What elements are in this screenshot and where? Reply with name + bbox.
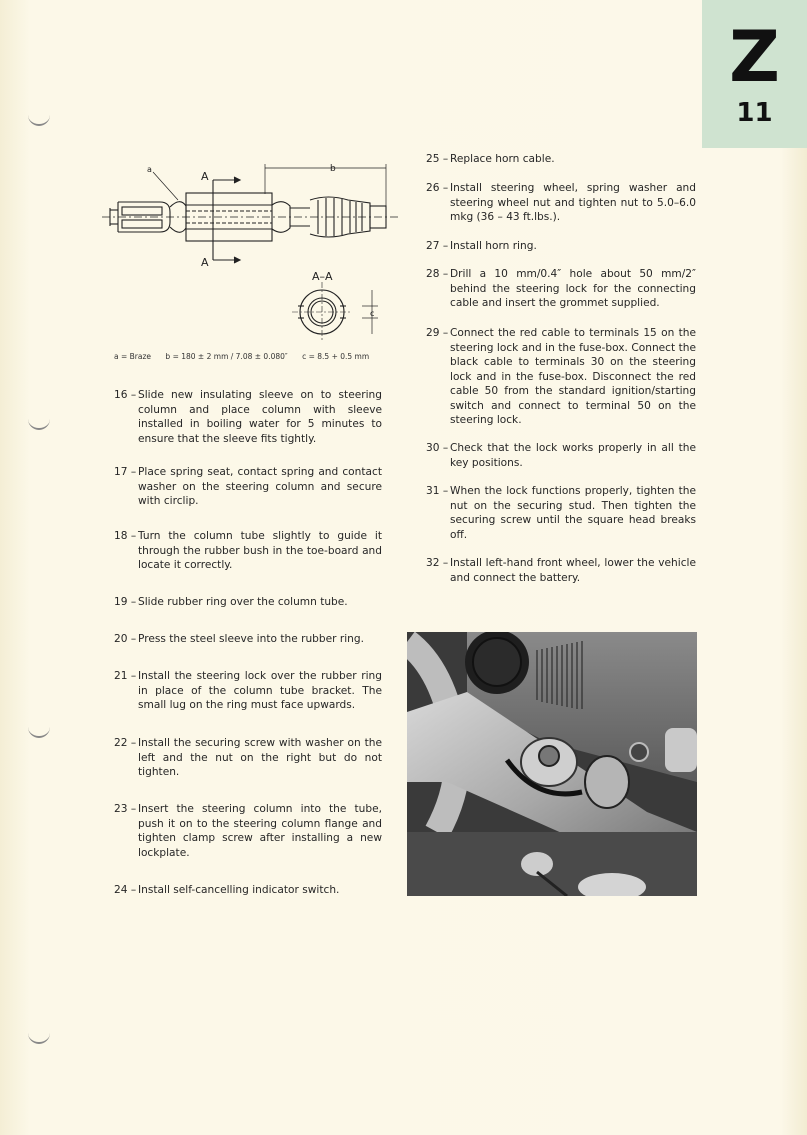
step-number: 29 – [426, 327, 449, 339]
step-22 [114, 736, 382, 780]
steering-lock-photo [407, 632, 697, 896]
step-number: 27 – [426, 240, 449, 252]
step-27 [426, 239, 696, 254]
label-b: b [330, 164, 336, 174]
step-text: Install horn ring. [450, 240, 537, 252]
step-text: Insert the steering column into the tube, push it on to the steering column flange and tighten clamp screw after installing a new lockplate. [138, 803, 382, 859]
step-18 [114, 529, 382, 573]
step-30 [426, 441, 696, 470]
binder-hole [28, 724, 50, 738]
drawing-svg [100, 160, 400, 360]
step-23 [114, 802, 382, 860]
step-text: Install the securing screw with washer on the left and the nut on the right but do not tighten. [138, 737, 382, 778]
step-number: 19 – [114, 596, 137, 608]
step-text: Install self-cancelling indicator switch. [138, 884, 340, 896]
step-17 [114, 465, 382, 509]
step-16 [114, 388, 382, 446]
step-text: Install steering wheel, spring washer and steering wheel nut and tighten nut to 5.0–6.0 mkg (36 – 43 ft.lbs.). [450, 182, 696, 223]
steering-column-drawing [100, 160, 400, 360]
step-number: 24 – [114, 884, 137, 896]
label-c: c [370, 309, 375, 318]
caption-a: a = Braze [114, 352, 152, 361]
step-text: When the lock functions properly, tighten the nut on the securing stud. Then tighten the securing screw until the square head breaks off. [450, 485, 696, 541]
step-number: 32 – [426, 557, 449, 569]
step-28 [426, 267, 696, 311]
step-number: 21 – [114, 670, 137, 682]
label-section-aa: A–A [312, 270, 333, 283]
step-26 [426, 181, 696, 225]
step-text: Slide rubber ring over the column tube. [138, 596, 348, 608]
step-number: 26 – [426, 182, 449, 194]
step-29 [426, 326, 696, 428]
step-31 [426, 484, 696, 542]
step-number: 23 – [114, 803, 137, 815]
section-tab [702, 0, 807, 148]
section-letter: Z [729, 16, 780, 98]
step-text: Place spring seat, contact spring and contact washer on the steering column and secure with circlip. [138, 466, 382, 507]
caption-c: c = 8.5 + 0.5 mm [302, 352, 370, 361]
caption-b: b = 180 ± 2 mm / 7.08 ± 0.080″ [165, 352, 288, 361]
binder-hole [28, 112, 50, 126]
step-text: Connect the red cable to terminals 15 on the steering lock and in the fuse-box. Connect the black cable to terminals 30 on the steering lock and in the fuse-box. Disconnect the red cable 50 from the standard ignition/starting switch and connect to terminal 50 on the steering lock. [450, 327, 696, 426]
step-text: Install the steering lock over the rubber ring in place of the column tube bracket. The small lug on the ring must face upwards. [138, 670, 382, 711]
step-number: 17 – [114, 466, 137, 478]
drawing-caption [114, 352, 404, 361]
photo-svg [407, 632, 697, 896]
step-text: Slide new insulating sleeve on to steering column and place column with sleeve installed in boiling water for 5 minutes to ensure that the sleeve fits tightly. [138, 389, 382, 445]
step-text: Check that the lock works properly in all the key positions. [450, 442, 696, 469]
step-number: 20 – [114, 633, 137, 645]
step-number: 31 – [426, 485, 449, 497]
step-number: 30 – [426, 442, 449, 454]
page-number: 11 [736, 98, 773, 128]
step-number: 16 – [114, 389, 137, 401]
step-21 [114, 669, 382, 713]
step-number: 28 – [426, 268, 449, 280]
step-25 [426, 152, 696, 167]
step-text: Replace horn cable. [450, 153, 555, 165]
step-text: Turn the column tube slightly to guide it through the rubber bush in the toe-board and locate it correctly. [138, 530, 382, 571]
step-text: Press the steel sleeve into the rubber ring. [138, 633, 364, 645]
label-section-bottom: A [201, 256, 209, 269]
binder-hole [28, 1030, 50, 1044]
label-section-top: A [201, 170, 209, 183]
label-a: a [147, 165, 152, 174]
binder-hole [28, 416, 50, 430]
step-number: 25 – [426, 153, 449, 165]
step-text: Install left-hand front wheel, lower the vehicle and connect the battery. [450, 557, 696, 584]
step-32 [426, 556, 696, 585]
step-24 [114, 883, 382, 898]
step-19 [114, 595, 382, 610]
step-20 [114, 632, 382, 647]
step-text: Drill a 10 mm/0.4″ hole about 50 mm/2″ behind the steering lock for the connecting cable and insert the grommet supplied. [450, 268, 696, 309]
step-number: 18 – [114, 530, 137, 542]
step-number: 22 – [114, 737, 137, 749]
